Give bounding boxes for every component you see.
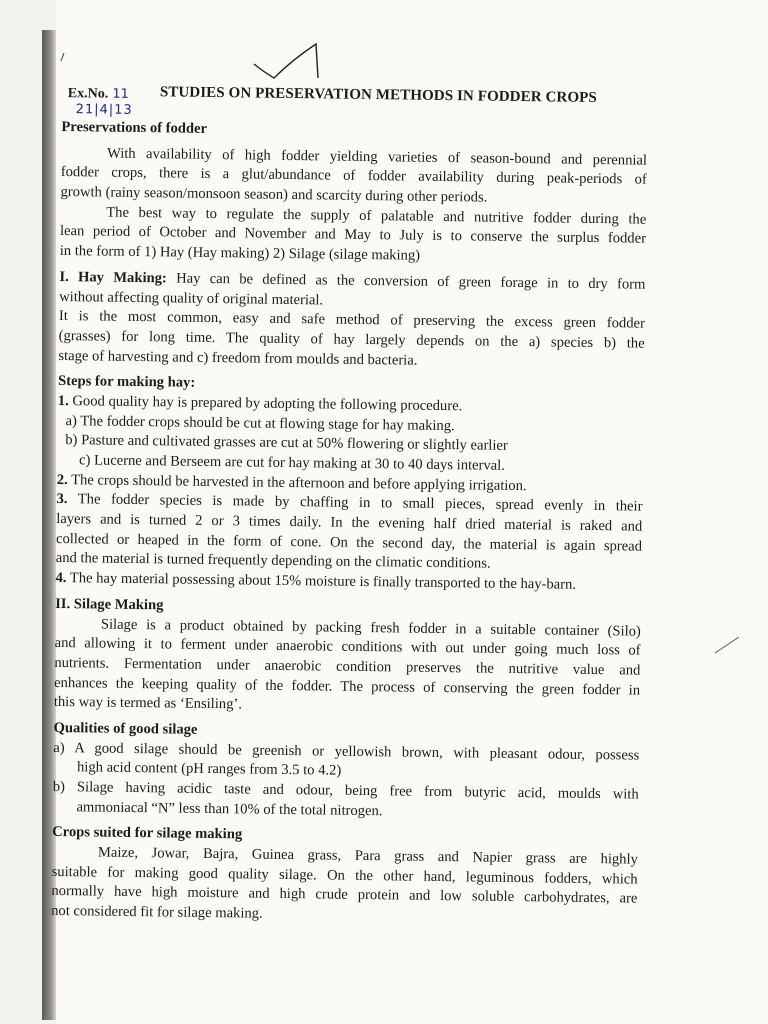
subheading-steps-hay: Steps for making hay: — [57, 373, 196, 392]
paragraph-line: enhances the keeping quality of the fodder. The process of conserving the green fodder in — [54, 674, 641, 699]
step-line: 3. The fodder species is made by chaffing in to small pieces, spread evenly in their — [56, 491, 643, 516]
section-heading-hay-making: I. Hay Making: — [59, 268, 167, 287]
step-line: 2. The crops should be harvested in the afternoon and before applying irrigation. — [56, 471, 527, 494]
paragraph-line: (grasses) for long time. The quality of hay largely depends on the a) species b) the — [58, 327, 645, 352]
step-line: 4. The hay material possessing about 15% moisture is finally transported to the hay-barn. — [55, 570, 577, 593]
exercise-label: Ex.No. 11 — [67, 86, 129, 102]
paragraph-line: growth (rainy season/monsoon season) and scarcity during other periods. — [60, 184, 488, 206]
handwritten-tick-mark — [250, 38, 330, 88]
paragraph-line: not considered fit for silage making. — [51, 903, 263, 922]
quality-item-continued: ammoniacal “N” less than 10% of the total nitrogen. — [76, 798, 383, 819]
paragraph-line: and allowing it to ferment under anaerobic conditions with out under going much loss of — [54, 635, 641, 659]
paragraph-line: Maize, Jowar, Bajra, Guinea grass, Para grass and Napier grass are highly — [97, 844, 638, 868]
paragraph-line: in the form of 1) Hay (Hay making) 2) Silage (silage making) — [59, 243, 421, 264]
paragraph-line: this way is termed as ‘Ensiling’. — [53, 694, 243, 713]
paragraph-line: normally have high moisture and high crude protein and low soluble carbohydrates, are — [51, 883, 638, 908]
paragraph-line: Silage is a product obtained by packing fresh fodder in a suitable container (Silo) — [100, 616, 641, 640]
paragraph-line: and the material is turned frequently depending on the climatic conditions. — [55, 550, 491, 573]
paragraph-line: layers and is turned 2 or 3 times daily. In the evening half dried material is raked and — [56, 511, 643, 535]
paragraph-line: The best way to regulate the supply of palatable and nutritive fodder during the — [106, 204, 647, 228]
exercise-number: 11 — [112, 86, 129, 102]
quality-item-continued: high acid content (pH ranges from 3.5 to 4.2) — [76, 759, 342, 780]
paragraph-line: It is the most common, easy and safe method of preserving the excess green fodder — [58, 308, 645, 332]
document-body — [51, 82, 648, 929]
paragraph-line: lean period of October and November and May to July is to conserve the surplus fodder — [59, 223, 647, 248]
paragraph-line: stage of harvesting and c) freedom from moulds and bacteria. — [58, 347, 418, 369]
paragraph-line: without affecting quality of original material. — [59, 288, 324, 308]
margin-pen-mark — [60, 52, 66, 62]
subheading-crops-silage: Crops suited for silage making — [52, 824, 243, 843]
section-heading-preservation: Preservations of fodder — [61, 118, 208, 137]
section-heading-silage-making: II. Silage Making — [55, 595, 164, 614]
hay-definition-line: I. Hay Making: Hay can be defined as the conversion of green forage in to dry form — [59, 268, 646, 293]
paragraph-line: fodder crops, there is a glut/abundance of fodder availability during peak-periods of — [60, 164, 647, 189]
paragraph-line: suitable for making good quality silage. On the other hand, leguminous fodders, which — [51, 863, 638, 888]
sub-step-line: a) The fodder crops should be cut at flowing stage for hay making. — [65, 412, 455, 434]
step-line: 1. Good quality hay is prepared by adopting the following procedure. — [57, 392, 463, 415]
handwritten-date: 21|4|13 — [75, 102, 133, 118]
subheading-qualities-silage: Qualities of good silage — [53, 719, 198, 738]
margin-pen-mark — [713, 635, 743, 655]
sub-step-line: b) Pasture and cultivated grasses are cut at 50% flowering or slightly earlier — [65, 432, 508, 455]
paragraph-line: collected or heaped in the form of cone. On the second day, the material is again spread — [55, 530, 643, 555]
quality-item: a) A good silage should be greenish or yellowish brown, with pleasant odour, possess — [53, 739, 640, 764]
paragraph-line: With availability of high fodder yielding varieties of season-bound and perennial — [106, 145, 648, 169]
paragraph-line: nutrients. Fermentation under anaerobic condition preserves the nutritive value and — [54, 654, 641, 679]
page-title: STUDIES ON PRESERVATION METHODS IN FODDER CROPS — [159, 84, 597, 107]
sub-step-line: c) Lucerne and Berseem are cut for hay making at 30 to 40 days interval. — [78, 452, 506, 474]
quality-item: b) Silage having acidic taste and odour, being free from butyric acid, moulds with — [52, 778, 639, 803]
